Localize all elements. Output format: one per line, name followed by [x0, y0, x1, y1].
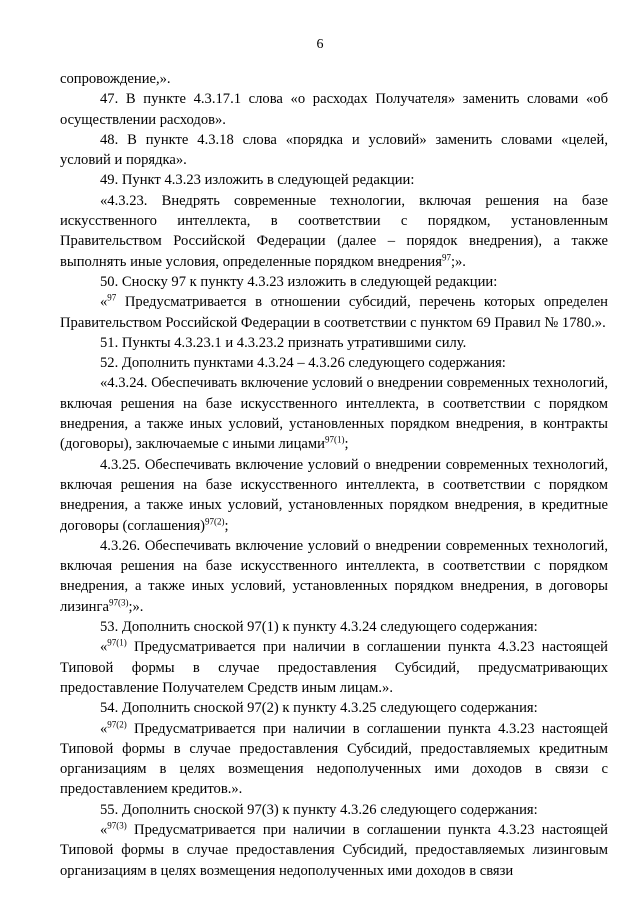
paragraph-text: ;: [224, 517, 229, 534]
paragraph-text: «4.3.23. Внедрять современные технологии, включая решения на базе искусственного интеллекта, в соответствии с порядком, установленным Правительством Российской Федерации (далее – порядок внедрения), а также выполнять иные условия, определенные порядком внедрения: [60, 192, 608, 270]
paragraph: [60, 333, 608, 353]
paragraph: [60, 69, 608, 89]
paragraph: [60, 455, 608, 536]
paragraph: [60, 637, 608, 698]
footnote-marker: 97(1): [324, 434, 345, 445]
paragraph: [60, 272, 608, 292]
paragraph-text: 54. Дополнить сноской 97(2) к пункту 4.3.25 следующего содержания:: [100, 700, 538, 717]
paragraph-text: 55. Дополнить сноской 97(3) к пункту 4.3.26 следующего содержания:: [100, 801, 538, 818]
paragraph-text: «: [100, 294, 108, 311]
paragraph: [60, 617, 608, 637]
paragraph-text: ;».: [450, 253, 466, 270]
paragraph-text: 51. Пункты 4.3.23.1 и 4.3.23.2 признать утратившими силу.: [100, 334, 467, 351]
paragraph: [60, 698, 608, 718]
paragraph: [60, 719, 608, 800]
footnote-marker: 97: [107, 292, 117, 303]
footnote-marker: 97(1): [107, 637, 127, 648]
paragraph-text: 4.3.26. Обеспечивать включение условий о внедрении современных технологий, включая решения на базе искусственного интеллекта, в соответствии с порядком внедрения, а также иных условий, установленных порядком внедрения, в договоры лизинга: [60, 537, 608, 615]
paragraph: [60, 800, 608, 820]
footnote-marker: 97(3): [107, 820, 127, 831]
page-number: 6: [316, 37, 324, 52]
paragraph-text: 4.3.25. Обеспечивать включение условий о внедрении современных технологий, включая решения на базе искусственного интеллекта, в соответствии с порядком внедрения, а также иных условий, установленных порядком внедрения, в кредитные договоры (соглашения): [60, 456, 608, 534]
paragraph-text: Предусматривается при наличии в соглашении пункта 4.3.23 настоящей Типовой формы в случае предоставления Субсидий, предоставляемых лизинговым организациям в целях возмещения недополученных ими доходов в связи: [60, 821, 608, 879]
paragraph-text: 53. Дополнить сноской 97(1) к пункту 4.3.24 следующего содержания:: [100, 619, 538, 636]
paragraph: [60, 191, 608, 272]
paragraph-text: ;: [344, 436, 349, 453]
paragraph: [60, 353, 608, 373]
paragraph-text: «: [100, 821, 108, 838]
footnote-marker: 97(3): [108, 597, 129, 608]
paragraph: [60, 89, 608, 130]
footnote-marker: 97(2): [205, 516, 225, 527]
paragraph: [60, 820, 608, 881]
paragraph-text: 52. Дополнить пунктами 4.3.24 – 4.3.26 следующего содержания:: [100, 355, 506, 372]
paragraph-text: «: [100, 639, 108, 656]
paragraph: [60, 536, 608, 617]
paragraph-text: 48. В пункте 4.3.18 слова «порядка и условий» заменить словами «целей, условий и порядка».: [60, 131, 608, 169]
paragraph-text: 47. В пункте 4.3.17.1 слова «о расходах Получателя» заменить словами «об осуществлении расходов».: [60, 91, 608, 128]
paragraph-text: ;».: [128, 598, 144, 615]
paragraph-text: «4.3.24. Обеспечивать включение условий о внедрении современных технологий, включая решения на базе искусственного интеллекта, в соответствии с порядком внедрения, а также иных условий, установленных порядком внедрения, в контракты (договоры), заключаемые с иными лицами: [60, 375, 608, 453]
paragraph: [60, 170, 608, 190]
paragraph-text: 50. Сноску 97 к пункту 4.3.23 изложить в следующей редакции:: [100, 273, 498, 290]
paragraph-text: «: [100, 720, 108, 737]
paragraph-text: сопровождение,».: [60, 71, 171, 87]
paragraph: [60, 130, 608, 171]
paragraph-text: 49. Пункт 4.3.23 изложить в следующей редакции:: [100, 172, 415, 189]
paragraph: [60, 292, 608, 333]
paragraph-text: Предусматривается в отношении субсидий, перечень которых определен Правительством Российской Федерации в соответствии с пунктом 69 Правил № 1780.».: [60, 294, 608, 331]
paragraph: [60, 373, 608, 454]
footnote-marker: 97(2): [107, 719, 127, 730]
document-body: [60, 69, 608, 881]
paragraph-text: Предусматривается при наличии в соглашении пункта 4.3.23 настоящей Типовой формы в случае предоставления Субсидий, предоставляемых кредитным организациям в целях возмещения недополученных ими доходов в связи с предоставлением кредитов.».: [60, 720, 608, 798]
footnote-marker: 97: [441, 252, 451, 263]
paragraph-text: Предусматривается при наличии в соглашении пункта 4.3.23 настоящей Типовой формы в случае предоставления Субсидий, предусматривающих предоставление Получателем Средств иным лицам.».: [60, 639, 608, 696]
